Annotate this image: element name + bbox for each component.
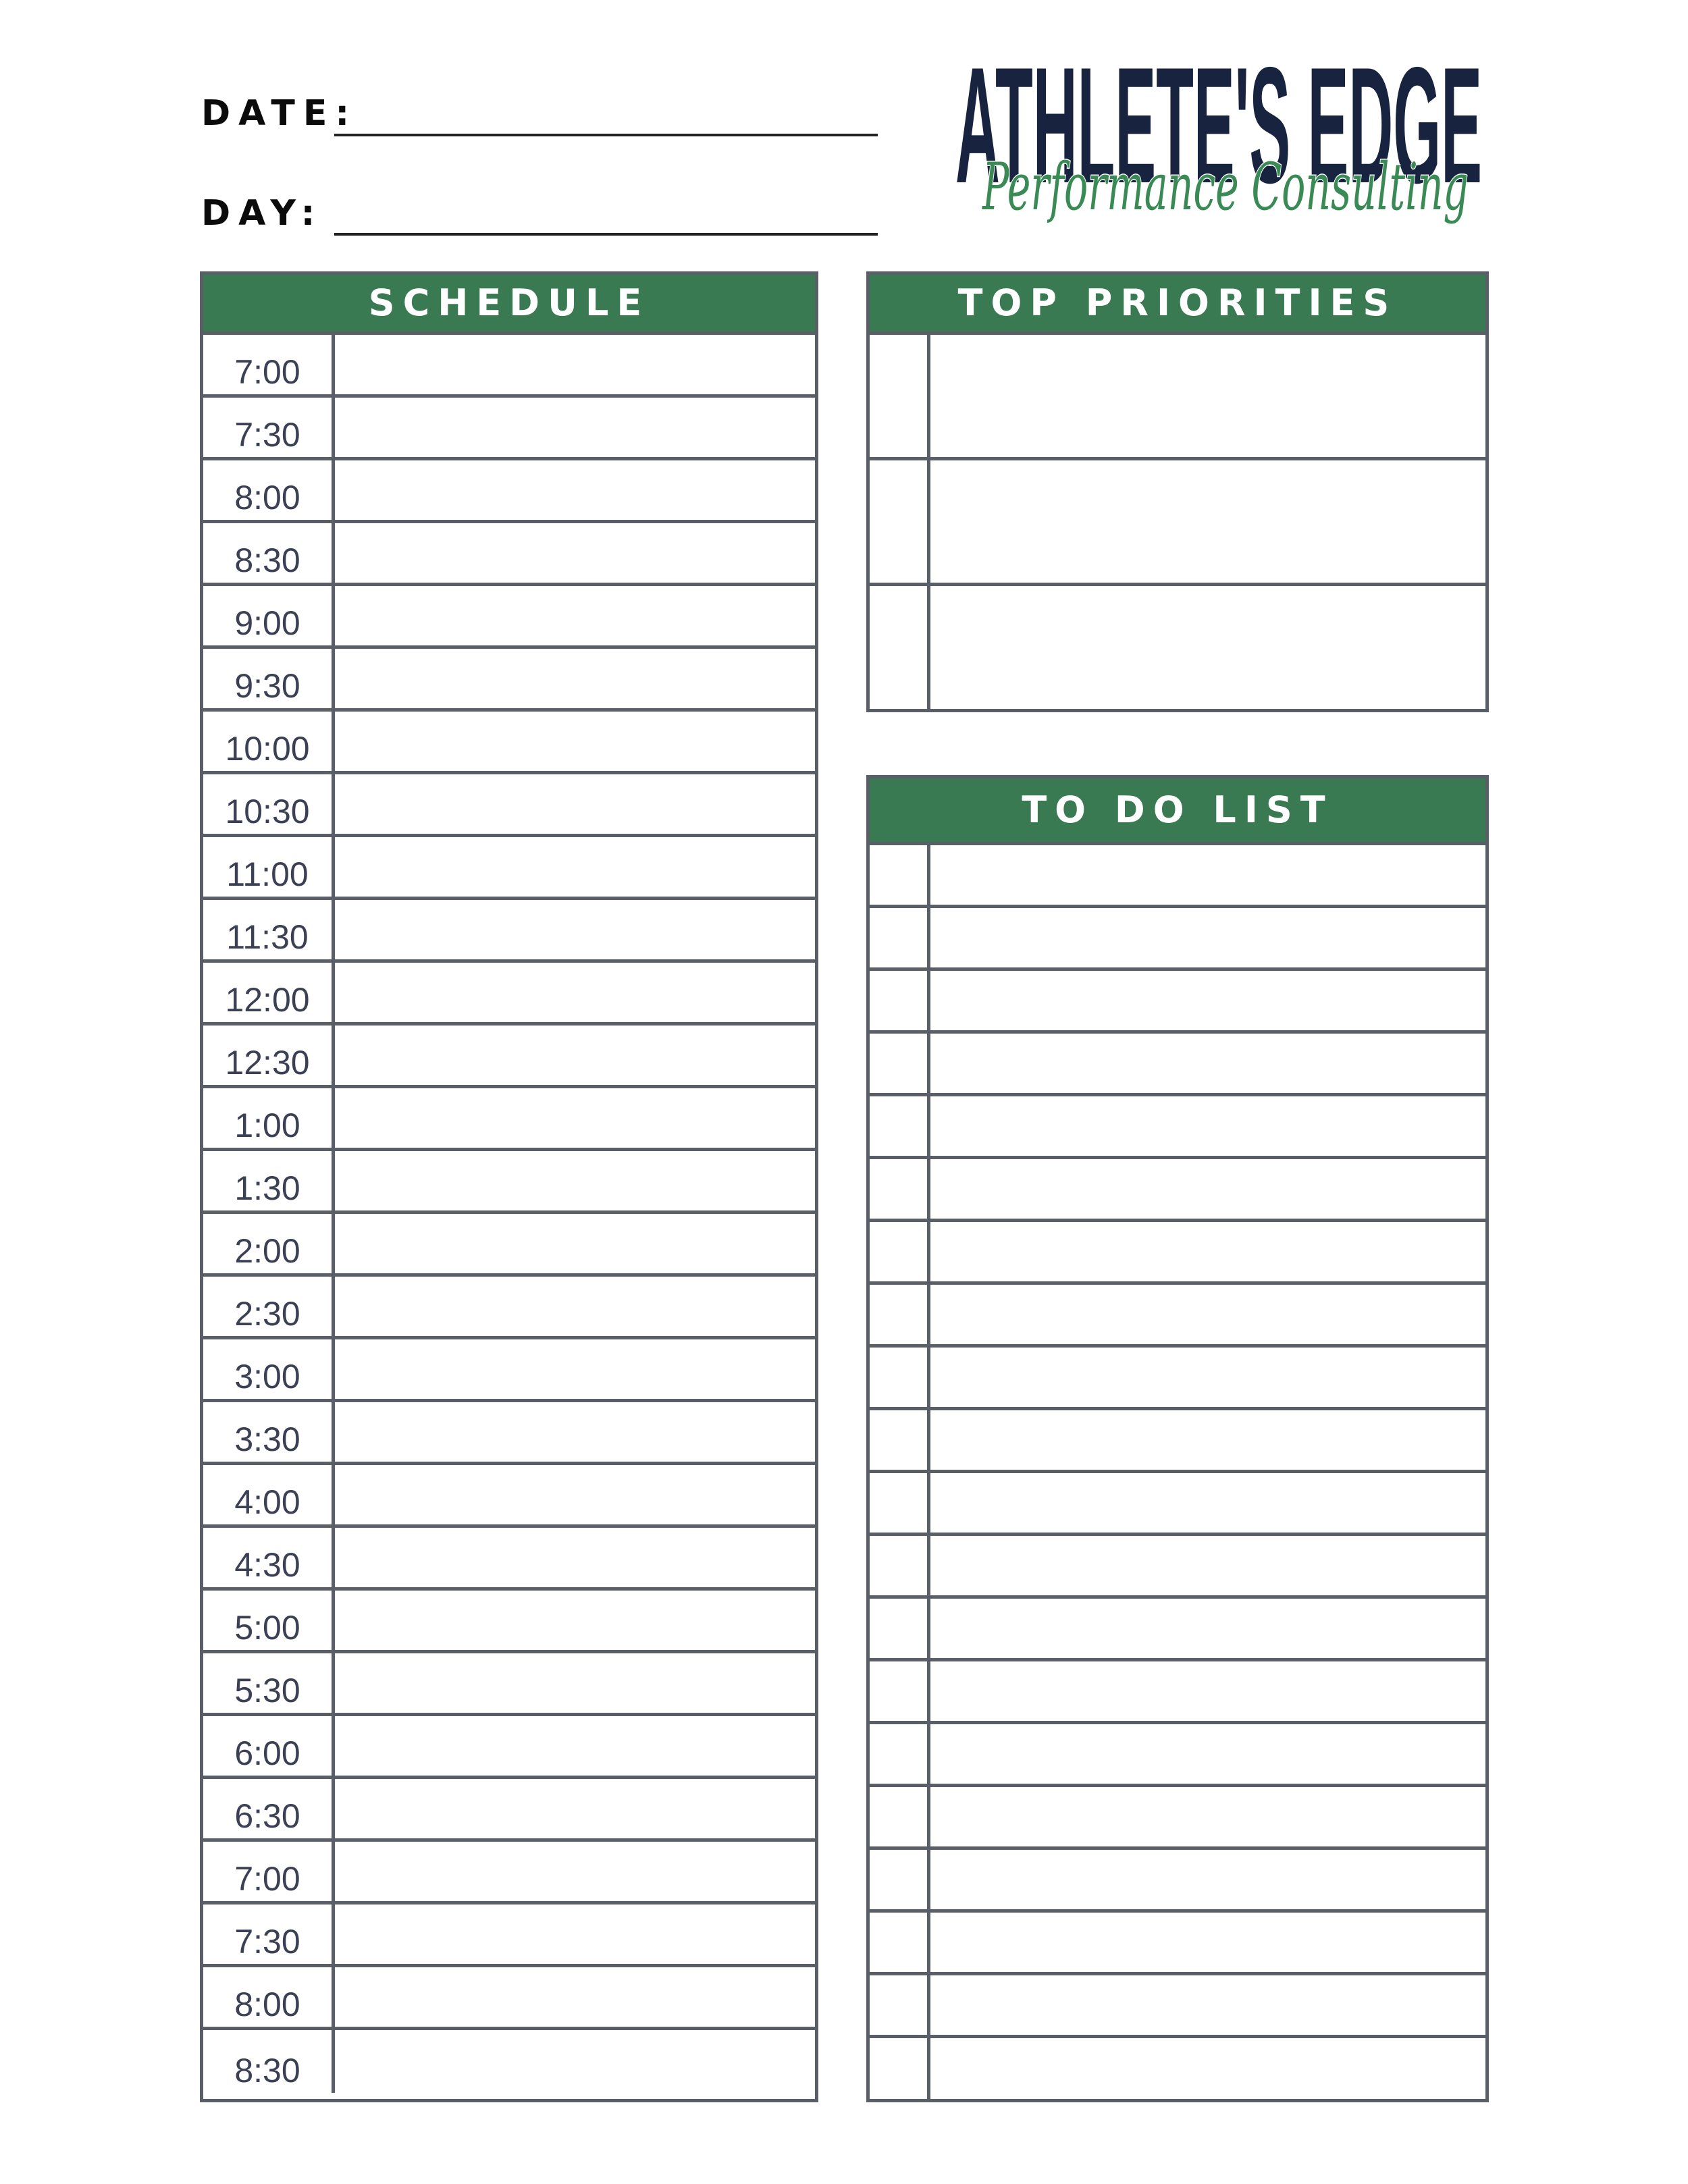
schedule-time: 8:30	[203, 2030, 335, 2093]
schedule-row	[203, 586, 815, 649]
schedule-entry-field[interactable]	[335, 1214, 815, 1273]
todo-row	[870, 2038, 1485, 2101]
logo-title: ATHLETE'S EDGE	[955, 41, 1482, 217]
todo-rows	[870, 845, 1485, 2101]
schedule-entry-field[interactable]	[335, 1402, 815, 1462]
todo-checkbox[interactable]	[870, 908, 930, 967]
todo-entry-field[interactable]	[930, 1410, 1485, 1470]
schedule-time: 3:00	[203, 1339, 335, 1399]
todo-panel	[866, 775, 1489, 2102]
schedule-time: 2:30	[203, 1277, 335, 1336]
schedule-time: 4:00	[203, 1465, 335, 1524]
schedule-row	[203, 1151, 815, 1214]
todo-checkbox[interactable]	[870, 1787, 930, 1846]
todo-row	[870, 845, 1485, 908]
schedule-time: 7:00	[203, 1842, 335, 1901]
schedule-row	[203, 1465, 815, 1528]
schedule-entry-field[interactable]	[335, 1151, 815, 1210]
todo-row	[870, 1285, 1485, 1348]
priorities-header: TOP PRIORITIES	[870, 275, 1485, 335]
schedule-time: 12:00	[203, 963, 335, 1022]
todo-checkbox[interactable]	[870, 1159, 930, 1219]
schedule-entry-field[interactable]	[335, 398, 815, 457]
todo-entry-field[interactable]	[930, 1724, 1485, 1784]
schedule-row	[203, 1716, 815, 1779]
todo-row	[870, 1975, 1485, 2038]
todo-entry-field[interactable]	[930, 2038, 1485, 2101]
todo-row	[870, 1410, 1485, 1473]
todo-entry-field[interactable]	[930, 1159, 1485, 1219]
todo-entry-field[interactable]	[930, 1661, 1485, 1721]
schedule-time: 8:00	[203, 460, 335, 520]
schedule-row	[203, 963, 815, 1026]
schedule-row	[203, 1214, 815, 1277]
schedule-entry-field[interactable]	[335, 1967, 815, 2027]
schedule-entry-field[interactable]	[335, 963, 815, 1022]
priority-row	[870, 335, 1485, 460]
schedule-row	[203, 1591, 815, 1653]
todo-row	[870, 1724, 1485, 1787]
schedule-row	[203, 1277, 815, 1339]
priority-checkbox[interactable]	[870, 460, 930, 583]
todo-checkbox[interactable]	[870, 1473, 930, 1533]
todo-checkbox[interactable]	[870, 1096, 930, 1156]
priorities-panel	[866, 271, 1489, 712]
athletes-edge-logo	[949, 41, 1489, 243]
schedule-time: 7:30	[203, 398, 335, 457]
schedule-rows	[203, 335, 815, 2093]
todo-entry-field[interactable]	[930, 1599, 1485, 1658]
todo-checkbox[interactable]	[870, 1599, 930, 1658]
schedule-row	[203, 900, 815, 963]
todo-entry-field[interactable]	[930, 1096, 1485, 1156]
schedule-entry-field[interactable]	[335, 712, 815, 771]
todo-header: TO DO LIST	[870, 778, 1485, 845]
todo-checkbox[interactable]	[870, 1975, 930, 2035]
schedule-entry-field[interactable]	[335, 586, 815, 645]
schedule-time: 5:30	[203, 1653, 335, 1713]
schedule-entry-field[interactable]	[335, 1465, 815, 1524]
schedule-row	[203, 1026, 815, 1088]
todo-entry-field[interactable]	[930, 1034, 1485, 1093]
todo-checkbox[interactable]	[870, 1661, 930, 1721]
schedule-time: 2:00	[203, 1214, 335, 1273]
schedule-row	[203, 712, 815, 774]
priority-rows	[870, 335, 1485, 712]
schedule-entry-field[interactable]	[335, 1088, 815, 1148]
schedule-entry-field[interactable]	[335, 1591, 815, 1650]
schedule-entry-field[interactable]	[335, 1339, 815, 1399]
todo-checkbox[interactable]	[870, 1724, 930, 1784]
todo-row	[870, 1348, 1485, 1410]
schedule-time: 7:00	[203, 335, 335, 394]
schedule-time: 12:30	[203, 1026, 335, 1085]
todo-row	[870, 1850, 1485, 1913]
schedule-time: 1:00	[203, 1088, 335, 1148]
todo-row	[870, 1536, 1485, 1599]
schedule-time: 3:30	[203, 1402, 335, 1462]
todo-row	[870, 1787, 1485, 1850]
schedule-time: 9:30	[203, 649, 335, 708]
todo-entry-field[interactable]	[930, 845, 1485, 905]
schedule-time: 6:00	[203, 1716, 335, 1776]
todo-entry-field[interactable]	[930, 1787, 1485, 1846]
schedule-entry-field[interactable]	[335, 1716, 815, 1776]
schedule-panel	[200, 271, 818, 2102]
todo-row	[870, 908, 1485, 971]
todo-row	[870, 971, 1485, 1034]
schedule-row	[203, 774, 815, 837]
todo-row	[870, 1661, 1485, 1724]
priority-entry-field[interactable]	[930, 460, 1485, 583]
schedule-entry-field[interactable]	[335, 1779, 815, 1838]
schedule-entry-field[interactable]	[335, 1277, 815, 1336]
schedule-entry-field[interactable]	[335, 1528, 815, 1587]
schedule-row	[203, 1339, 815, 1402]
todo-entry-field[interactable]	[930, 1348, 1485, 1407]
schedule-row	[203, 1088, 815, 1151]
todo-entry-field[interactable]	[930, 1975, 1485, 2035]
schedule-row	[203, 1779, 815, 1842]
priority-checkbox[interactable]	[870, 586, 930, 712]
date-field[interactable]	[334, 134, 878, 136]
todo-checkbox[interactable]	[870, 1348, 930, 1407]
schedule-row	[203, 1402, 815, 1465]
todo-checkbox[interactable]	[870, 971, 930, 1030]
todo-checkbox[interactable]	[870, 1410, 930, 1470]
schedule-time: 8:00	[203, 1967, 335, 2027]
schedule-entry-field[interactable]	[335, 649, 815, 708]
schedule-row	[203, 1528, 815, 1591]
schedule-entry-field[interactable]	[335, 523, 815, 583]
day-field[interactable]	[334, 233, 878, 236]
todo-checkbox[interactable]	[870, 845, 930, 905]
todo-row	[870, 1473, 1485, 1536]
todo-entry-field[interactable]	[930, 1222, 1485, 1281]
schedule-time: 8:30	[203, 523, 335, 583]
todo-entry-field[interactable]	[930, 1285, 1485, 1344]
schedule-row	[203, 1842, 815, 1905]
schedule-entry-field[interactable]	[335, 1842, 815, 1901]
schedule-header: SCHEDULE	[203, 275, 815, 335]
logo-subtitle: Performance Consulting	[981, 149, 1469, 225]
schedule-entry-field[interactable]	[335, 335, 815, 394]
todo-checkbox[interactable]	[870, 1285, 930, 1344]
schedule-time: 1:30	[203, 1151, 335, 1210]
schedule-time: 5:00	[203, 1591, 335, 1650]
todo-entry-field[interactable]	[930, 908, 1485, 967]
schedule-entry-field[interactable]	[335, 774, 815, 834]
todo-checkbox[interactable]	[870, 1222, 930, 1281]
schedule-entry-field[interactable]	[335, 1653, 815, 1713]
todo-entry-field[interactable]	[930, 1536, 1485, 1595]
schedule-row	[203, 335, 815, 398]
schedule-time: 6:30	[203, 1779, 335, 1838]
schedule-time: 9:00	[203, 586, 335, 645]
priority-row	[870, 586, 1485, 712]
schedule-time: 10:00	[203, 712, 335, 771]
schedule-entry-field[interactable]	[335, 460, 815, 520]
date-label: DATE:	[201, 93, 358, 134]
schedule-entry-field[interactable]	[335, 1026, 815, 1085]
todo-row	[870, 1159, 1485, 1222]
schedule-row	[203, 1967, 815, 2030]
todo-checkbox[interactable]	[870, 1913, 930, 1972]
priority-entry-field[interactable]	[930, 335, 1485, 457]
priority-checkbox[interactable]	[870, 335, 930, 457]
day-label: DAY:	[201, 193, 323, 234]
schedule-row	[203, 837, 815, 900]
schedule-row	[203, 398, 815, 460]
schedule-time: 4:30	[203, 1528, 335, 1587]
priority-entry-field[interactable]	[930, 586, 1485, 712]
todo-entry-field[interactable]	[930, 971, 1485, 1030]
schedule-entry-field[interactable]	[335, 837, 815, 897]
schedule-row	[203, 2030, 815, 2093]
schedule-row	[203, 460, 815, 523]
schedule-time: 11:00	[203, 837, 335, 897]
schedule-entry-field[interactable]	[335, 900, 815, 959]
todo-entry-field[interactable]	[930, 1473, 1485, 1533]
todo-row	[870, 1599, 1485, 1661]
schedule-time: 11:30	[203, 900, 335, 959]
priority-row	[870, 460, 1485, 586]
schedule-time: 7:30	[203, 1905, 335, 1964]
todo-row	[870, 1096, 1485, 1159]
schedule-time: 10:30	[203, 774, 335, 834]
todo-checkbox[interactable]	[870, 1034, 930, 1093]
schedule-row	[203, 649, 815, 712]
schedule-row	[203, 1653, 815, 1716]
todo-row	[870, 1034, 1485, 1096]
todo-checkbox[interactable]	[870, 2038, 930, 2101]
todo-entry-field[interactable]	[930, 1850, 1485, 1909]
todo-entry-field[interactable]	[930, 1913, 1485, 1972]
schedule-entry-field[interactable]	[335, 1905, 815, 1964]
schedule-row	[203, 523, 815, 586]
todo-checkbox[interactable]	[870, 1850, 930, 1909]
todo-checkbox[interactable]	[870, 1536, 930, 1595]
todo-row	[870, 1222, 1485, 1285]
schedule-row	[203, 1905, 815, 1967]
schedule-entry-field[interactable]	[335, 2030, 815, 2093]
todo-row	[870, 1913, 1485, 1975]
